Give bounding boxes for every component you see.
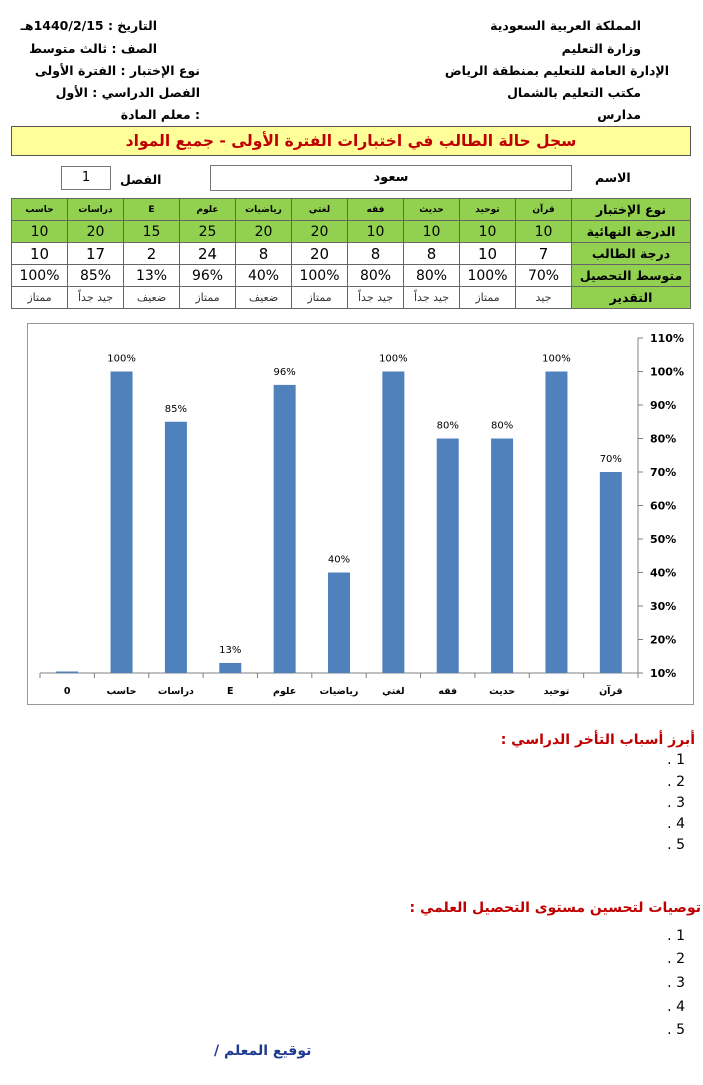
reason-item: 1 . — [667, 752, 685, 768]
average-cell: 70% — [516, 265, 572, 287]
header-right-line-4: مكتب التعليم بالشمال — [507, 85, 641, 100]
average-cell: 40% — [236, 265, 292, 287]
chart-bar — [111, 372, 133, 674]
bar-chart — [28, 324, 693, 704]
max-score-cell: 10 — [404, 221, 460, 243]
subject-cell: حديث — [404, 199, 460, 221]
reason-item: 3 . — [667, 795, 685, 811]
table-row — [12, 265, 691, 287]
max-score-cell: 10 — [460, 221, 516, 243]
name-value: سعود — [373, 170, 409, 185]
table-row — [12, 287, 691, 309]
grade-cell: ممتاز — [12, 287, 68, 309]
subject-cell: توحيد — [460, 199, 516, 221]
max-score-cell: 25 — [180, 221, 236, 243]
student-score-cell[interactable]: 8 — [348, 243, 404, 265]
max-score-cell: 20 — [68, 221, 124, 243]
subject-cell: قرآن — [516, 199, 572, 221]
x-category-label: E — [227, 686, 234, 697]
subject-cell: دراسات — [68, 199, 124, 221]
bar-data-label: 100% — [107, 353, 136, 365]
header-right-line-5: مدارس — [597, 107, 641, 122]
header-teacher: معلم المادة : — [120, 107, 200, 122]
student-score-cell[interactable]: 10 — [12, 243, 68, 265]
chart-bar — [219, 663, 241, 673]
grade-cell: ممتاز — [292, 287, 348, 309]
recommendations-title: توصيات لتحسين مستوى التحصيل العلمي : — [409, 900, 701, 916]
reason-item: 2 . — [667, 774, 685, 790]
subject-cell: علوم — [180, 199, 236, 221]
header-right-line-1: المملكة العربية السعودية — [490, 18, 641, 33]
reason-item: 5 . — [667, 837, 685, 853]
chart-bar — [274, 385, 296, 673]
student-score-cell[interactable]: 2 — [124, 243, 180, 265]
header-right-line-3: الإدارة العامة للتعليم بمنطقة الرياض — [444, 63, 669, 78]
header-grade: الصف : ثالث متوسط — [29, 41, 157, 56]
x-category-label: دراسات — [157, 686, 194, 697]
subject-cell: E — [124, 199, 180, 221]
x-category-label: حاسب — [106, 686, 137, 697]
teacher-signature-label: توقيع المعلم / — [214, 1043, 312, 1059]
recommendation-item: 5 . — [667, 1022, 685, 1038]
recommendation-item: 3 . — [667, 975, 685, 991]
class-label: الفصل — [120, 172, 162, 187]
average-cell: 80% — [404, 265, 460, 287]
y-tick-label: 110% — [650, 332, 684, 345]
reason-item: 4 . — [667, 816, 685, 832]
average-cell: 85% — [68, 265, 124, 287]
bar-data-label: 80% — [436, 420, 459, 432]
x-category-label: قرآن — [599, 686, 623, 697]
bar-data-label: 96% — [273, 366, 296, 378]
name-field[interactable] — [210, 165, 572, 191]
subject-cell: فقه — [348, 199, 404, 221]
y-tick-label: 80% — [650, 432, 677, 446]
x-category-label: لغتي — [382, 686, 405, 697]
max-score-cell: 20 — [292, 221, 348, 243]
row-label-grade: التقدير — [572, 287, 691, 309]
student-score-cell[interactable]: 7 — [516, 243, 572, 265]
grade-cell: جيد — [516, 287, 572, 309]
x-category-label: فقه — [438, 686, 458, 697]
row-label-student-score: درجة الطالب — [572, 243, 691, 265]
bar-data-label: 85% — [164, 403, 188, 415]
chart-bar — [491, 439, 513, 674]
grade-cell: جيد جداً — [348, 287, 404, 309]
row-label-exam-type: نوع الإختبار — [572, 199, 691, 221]
subject-cell: لغتي — [292, 199, 348, 221]
bar-data-label: 100% — [542, 353, 571, 365]
student-score-cell[interactable]: 17 — [68, 243, 124, 265]
header-semester: الفصل الدراسي : الأول — [55, 85, 200, 100]
chart-bar — [328, 573, 350, 674]
header-right-line-2: وزارة التعليم — [561, 41, 641, 56]
x-category-label: توحيد — [543, 686, 570, 697]
bar-data-label: 70% — [599, 454, 622, 465]
average-cell: 100% — [292, 265, 348, 287]
bar-data-label: 100% — [379, 353, 408, 365]
max-score-cell: 20 — [236, 221, 292, 243]
grade-cell: جيد جداً — [68, 287, 124, 309]
average-cell: 100% — [12, 265, 68, 287]
table-row — [12, 243, 691, 265]
bar-data-label: 13% — [219, 644, 242, 656]
max-score-cell: 10 — [12, 221, 68, 243]
average-cell: 13% — [124, 265, 180, 287]
chart-frame — [27, 323, 694, 705]
y-tick-label: 50% — [650, 533, 677, 546]
student-score-cell[interactable]: 20 — [292, 243, 348, 265]
row-label-max-score: الدرجة النهائية — [572, 221, 691, 243]
table-row — [12, 221, 691, 243]
y-tick-label: 70% — [650, 466, 677, 479]
y-tick-label: 60% — [650, 499, 677, 513]
row-label-average: متوسط التحصيل — [572, 265, 691, 287]
average-cell: 80% — [348, 265, 404, 287]
x-category-label: علوم — [272, 686, 297, 697]
grade-cell: جيد جداً — [404, 287, 460, 309]
max-score-cell: 10 — [516, 221, 572, 243]
x-category-label: حديث — [489, 686, 516, 697]
y-tick-label: 10% — [650, 667, 677, 680]
subject-cell: رياضيات — [236, 199, 292, 221]
y-tick-label: 20% — [650, 633, 677, 647]
reasons-title: أبرز أسباب التأخر الدراسي : — [500, 732, 695, 748]
student-score-cell[interactable]: 8 — [404, 243, 460, 265]
student-score-cell[interactable]: 10 — [460, 243, 516, 265]
y-tick-label: 30% — [650, 600, 677, 613]
class-field[interactable] — [61, 166, 111, 190]
recommendation-item: 4 . — [667, 999, 685, 1015]
bar-data-label: 40% — [327, 554, 351, 566]
max-score-cell: 10 — [348, 221, 404, 243]
table-row — [12, 199, 691, 221]
y-tick-label: 40% — [650, 566, 677, 580]
student-score-cell[interactable]: 24 — [180, 243, 236, 265]
chart-bar — [165, 422, 187, 673]
name-label: الاسم — [595, 170, 631, 185]
grades-table — [11, 198, 691, 309]
header-date: التاريخ : 1440/2/15هـ — [20, 18, 157, 33]
max-score-cell: 15 — [124, 221, 180, 243]
recommendation-item: 2 . — [667, 951, 685, 967]
page-title: سجل حالة الطالب في اختبارات الفترة الأولى - جميع المواد — [11, 126, 691, 156]
grade-cell: ضعيف — [124, 287, 180, 309]
header-exam-type: نوع الإختبار : الفترة الأولى — [34, 63, 200, 78]
grade-cell: ضعيف — [236, 287, 292, 309]
grade-cell: ممتاز — [180, 287, 236, 309]
x-category-label: رياضيات — [319, 686, 359, 697]
chart-bar — [600, 472, 622, 673]
y-tick-label: 90% — [650, 399, 677, 412]
class-value: 1 — [81, 170, 91, 185]
recommendation-item: 1 . — [667, 928, 685, 944]
chart-bar — [56, 672, 78, 674]
student-score-cell[interactable]: 8 — [236, 243, 292, 265]
chart-bar — [545, 372, 567, 674]
chart-bar — [437, 439, 459, 674]
grade-cell: ممتاز — [460, 287, 516, 309]
x-category-label: 0 — [63, 686, 71, 697]
average-cell: 96% — [180, 265, 236, 287]
y-tick-label: 100% — [650, 365, 684, 379]
subject-cell: حاسب — [12, 199, 68, 221]
bar-data-label: 80% — [490, 420, 514, 432]
chart-bar — [382, 372, 404, 674]
average-cell: 100% — [460, 265, 516, 287]
